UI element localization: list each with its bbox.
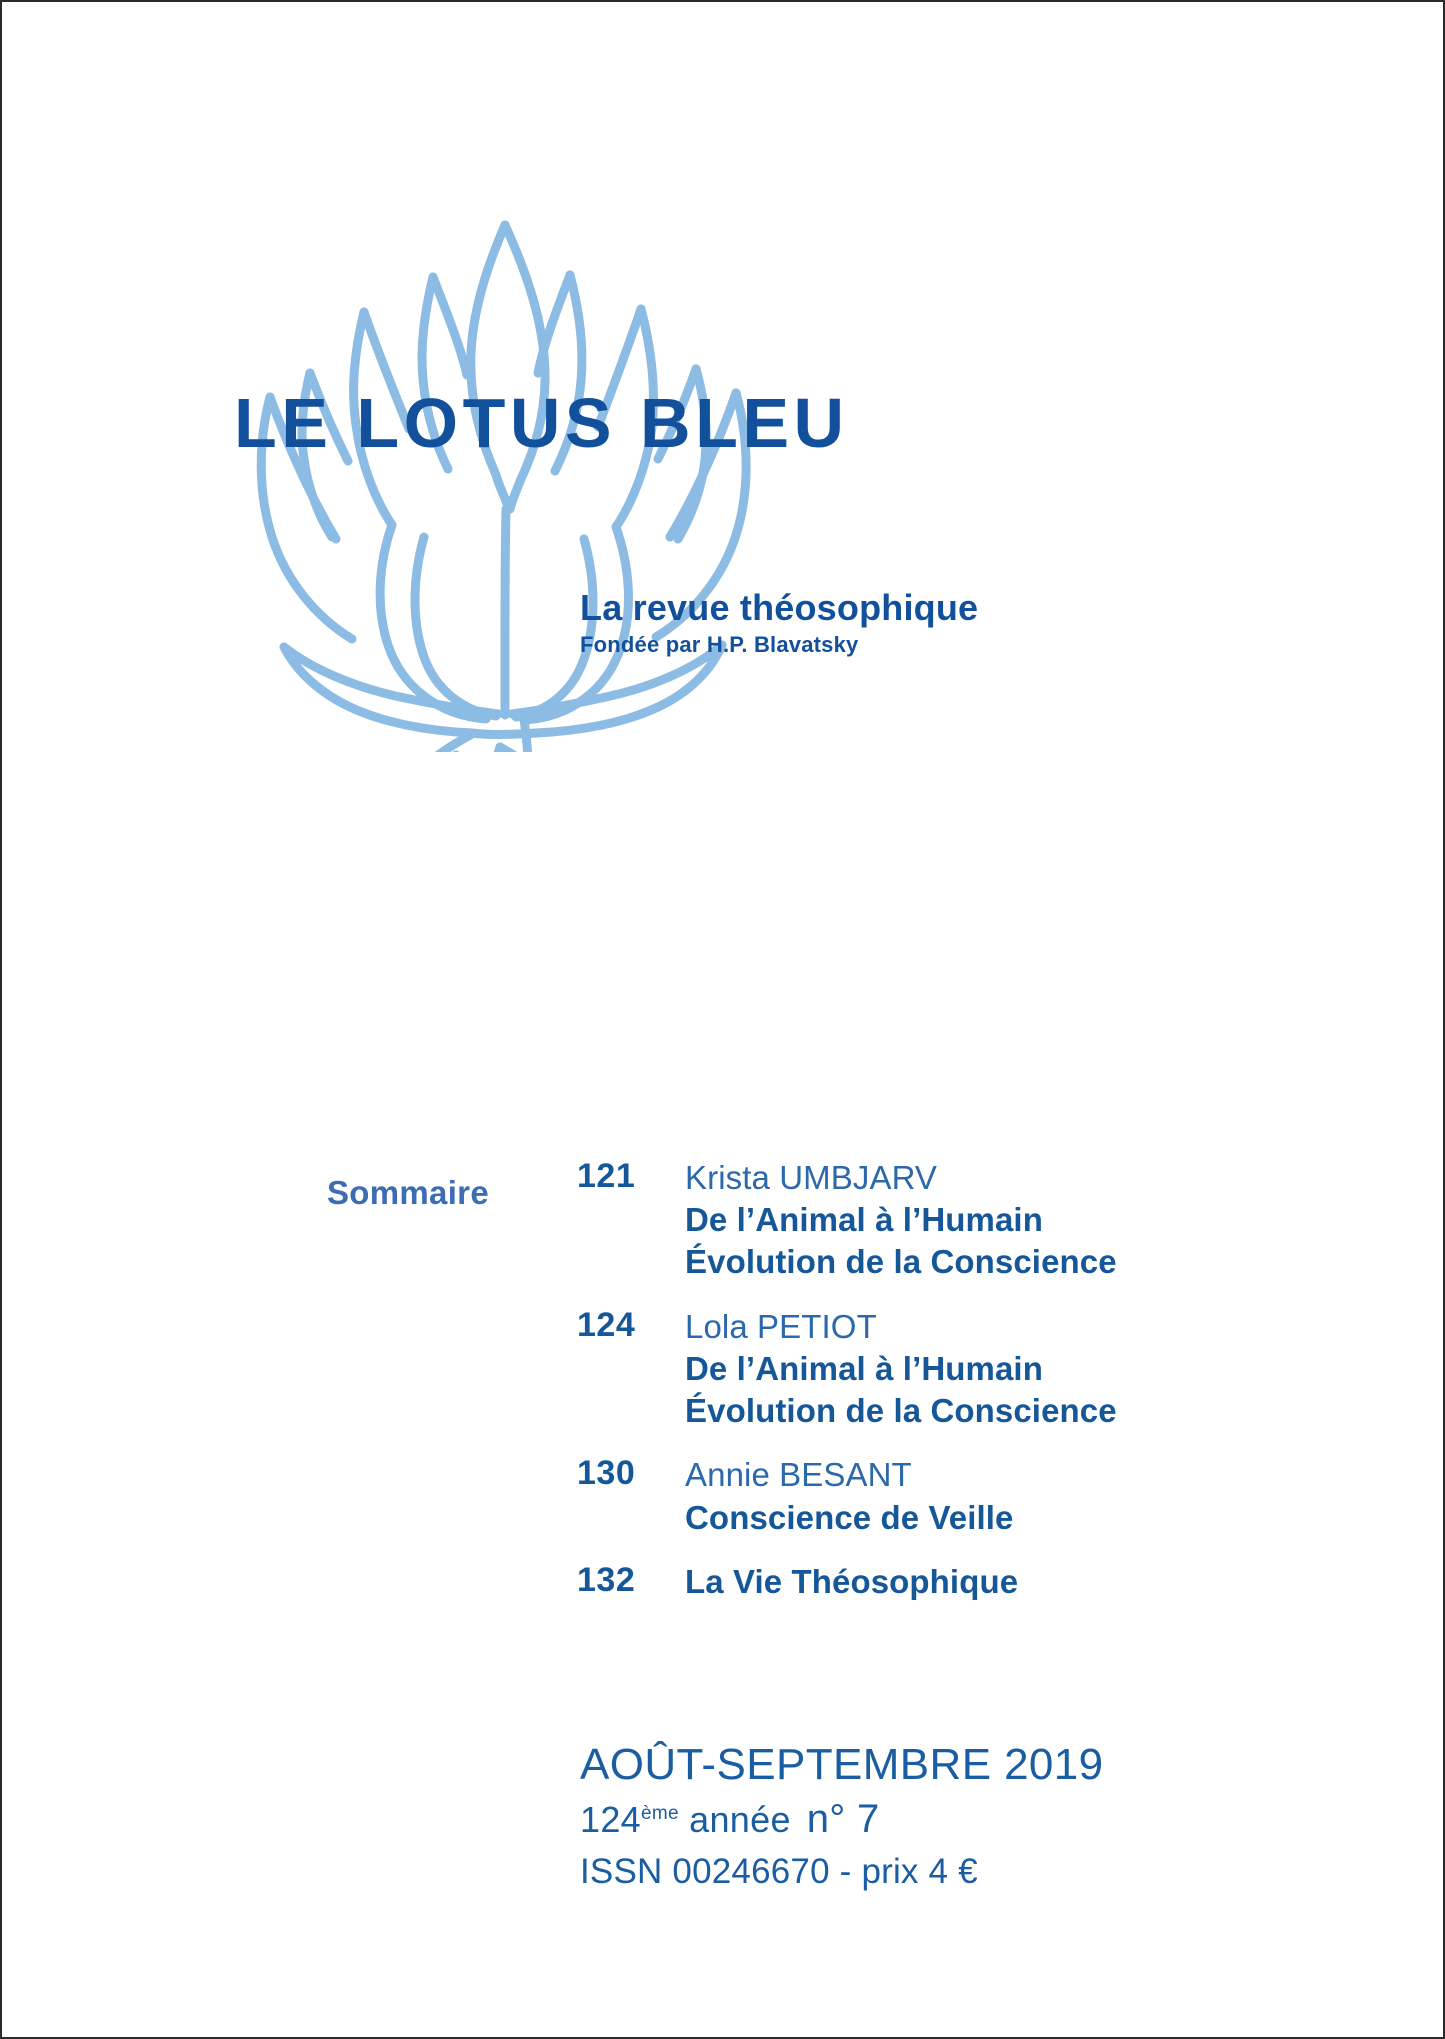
page-title: LE LOTUS BLEU [234, 384, 849, 462]
toc-title-line-2: Évolution de la Conscience [685, 1243, 1117, 1281]
toc-author: Lola PETIOT [685, 1307, 877, 1345]
toc-entry-body [685, 1306, 1337, 1433]
issue-number: n° 7 [806, 1797, 880, 1842]
toc-title-line-1: Conscience de Veille [685, 1498, 1014, 1536]
toc-entry[interactable] [577, 1306, 1337, 1433]
toc-entry[interactable] [577, 1157, 1337, 1284]
toc-title-line-1: De l’Animal à l’Humain [685, 1201, 1043, 1239]
issue-issn: ISSN 00246670 - prix 4 € [580, 1852, 978, 1892]
toc-entry[interactable] [577, 1454, 1337, 1538]
subtitle: La revue théosophique [580, 587, 979, 628]
lotus-flower-icon [224, 207, 784, 752]
toc-title-line-2: Évolution de la Conscience [685, 1392, 1117, 1430]
toc-entry-body [685, 1454, 1337, 1538]
sommaire-label: Sommaire [327, 1174, 489, 1211]
toc-author: Annie BESANT [685, 1456, 912, 1494]
issue-info-block [580, 1740, 1280, 1891]
toc-page-number: 124 [577, 1305, 636, 1344]
issue-year-number: 124 [580, 1799, 641, 1841]
issue-date: AOÛT-SEPTEMBRE 2019 [580, 1740, 1104, 1789]
issue-year-word: année [689, 1799, 791, 1841]
toc-entry-list [577, 1157, 1337, 1625]
toc-title-line-1: La Vie Théosophique [685, 1562, 1019, 1600]
toc-entry-body [685, 1561, 1337, 1603]
subtitle-block [580, 589, 1100, 658]
masthead [2, 2, 1445, 762]
issue-year-line [580, 1797, 1280, 1842]
toc-page-number: 132 [577, 1560, 636, 1599]
toc-entry-body [685, 1157, 1337, 1284]
toc-title-line-1: De l’Animal à l’Humain [685, 1349, 1043, 1387]
founder-line: Fondée par H.P. Blavatsky [580, 631, 859, 657]
toc-page-number: 130 [577, 1454, 636, 1493]
toc-page-number: 121 [577, 1157, 636, 1195]
toc-entry[interactable] [577, 1561, 1337, 1603]
issue-year-suffix: ème [640, 1803, 679, 1825]
toc-author: Krista UMBJARV [685, 1159, 938, 1196]
